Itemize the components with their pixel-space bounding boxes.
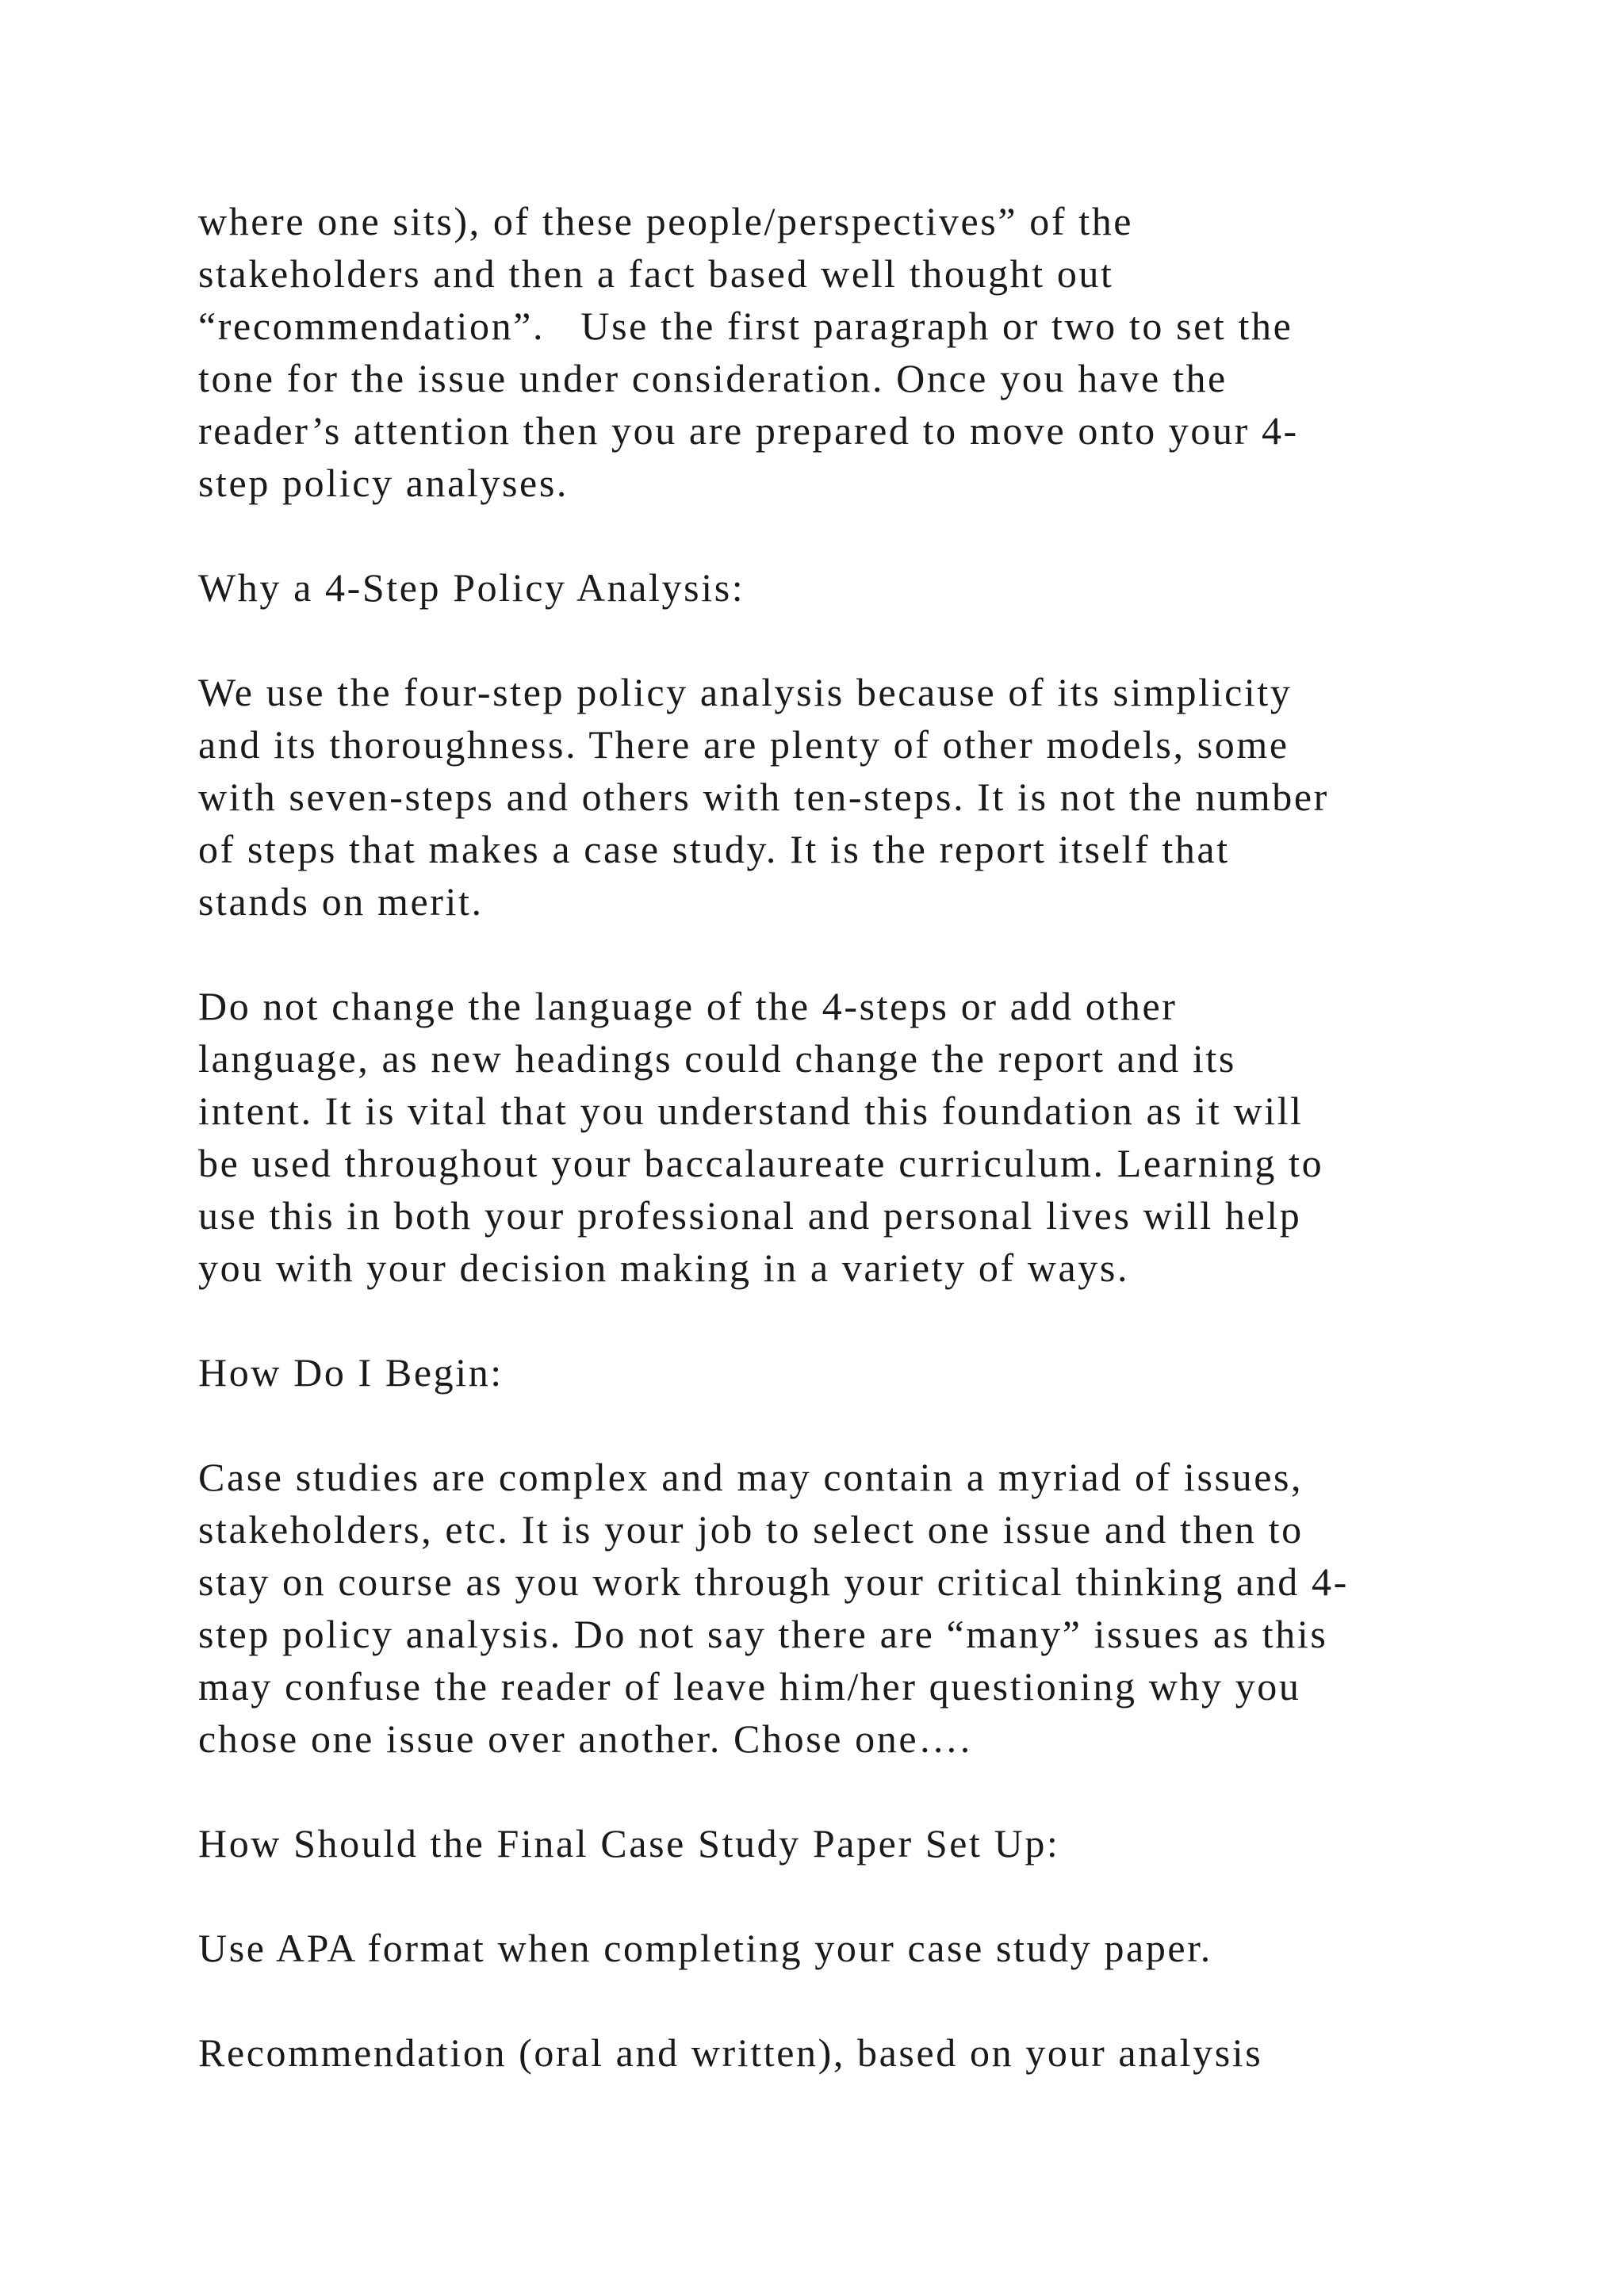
text-line: intent. It is vital that you understand this foundation as it will [198, 1089, 1304, 1133]
paragraph-language [198, 980, 1483, 1294]
paragraph-apa [198, 1922, 1483, 1974]
paragraph-recommendation [198, 2026, 1483, 2079]
section-heading: How Should the Final Case Study Paper Set Up: [198, 1821, 1060, 1866]
heading-final-paper [198, 1817, 1483, 1869]
section-heading: How Do I Begin: [198, 1350, 504, 1395]
text-line: with seven-steps and others with ten-steps. It is not the number [198, 775, 1329, 819]
text-line: use this in both your professional and personal lives will help [198, 1193, 1302, 1238]
section-heading: Why a 4-Step Policy Analysis: [198, 565, 745, 610]
paragraph-why [198, 666, 1483, 928]
text-line: be used throughout your baccalaureate curriculum. Learning to [198, 1141, 1324, 1185]
paragraph-begin [198, 1451, 1483, 1765]
text-line: of steps that makes a case study. It is the report itself that [198, 827, 1230, 871]
text-line: you with your decision making in a variety of ways. [198, 1246, 1130, 1290]
text-line: “recommendation”. Use the first paragraph or two to set the [198, 304, 1293, 348]
text-line: step policy analyses. [198, 461, 569, 505]
text-line: Do not change the language of the 4-steps or add other [198, 984, 1178, 1028]
heading-why-4-step [198, 561, 1483, 614]
text-line: Use APA format when completing your case study paper. [198, 1926, 1212, 1970]
text-line: where one sits), of these people/perspectives” of the [198, 199, 1134, 243]
text-line: may confuse the reader of leave him/her questioning why you [198, 1664, 1301, 1709]
heading-how-begin [198, 1346, 1483, 1399]
text-line: step policy analysis. Do not say there are “many” issues as this [198, 1612, 1328, 1656]
text-line: reader’s attention then you are prepared to move onto your 4- [198, 408, 1299, 453]
text-line: Recommendation (oral and written), based on your analysis [198, 2030, 1263, 2075]
text-line: stakeholders and then a fact based well thought out [198, 251, 1114, 296]
text-line: stay on course as you work through your critical thinking and 4- [198, 1559, 1349, 1604]
text-line: Case studies are complex and may contain a myriad of issues, [198, 1455, 1304, 1499]
text-line: language, as new headings could change the report and its [198, 1036, 1236, 1081]
text-line: We use the four-step policy analysis because of its simplicity [198, 670, 1293, 714]
text-line: chose one issue over another. Chose one…. [198, 1716, 972, 1761]
document-body [198, 195, 1483, 2131]
text-line: tone for the issue under consideration. Once you have the [198, 356, 1228, 400]
text-line: stakeholders, etc. It is your job to select one issue and then to [198, 1507, 1304, 1552]
text-line: stands on merit. [198, 879, 484, 924]
text-line: and its thoroughness. There are plenty of other models, some [198, 722, 1289, 767]
paragraph-intro [198, 195, 1483, 509]
